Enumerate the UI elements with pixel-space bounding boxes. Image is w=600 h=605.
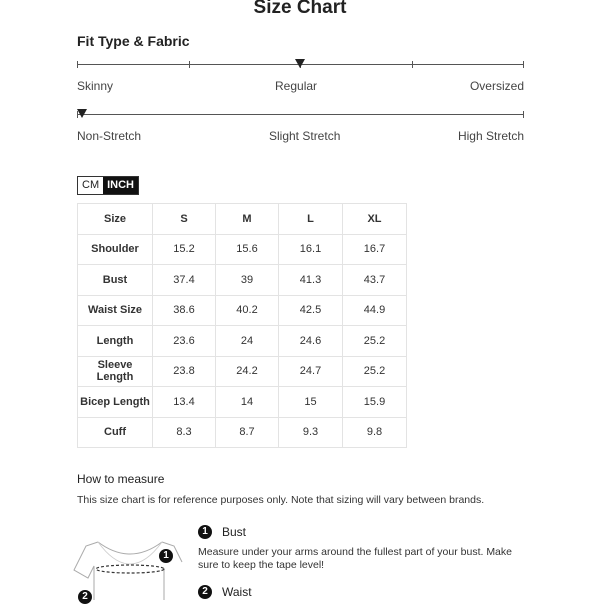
table-cell: 9.3 [279, 417, 343, 448]
table-cell: 8.7 [216, 417, 279, 448]
table-cell: 25.2 [343, 356, 407, 387]
row-label: Sleeve Length [78, 356, 153, 387]
table-cell: 43.7 [343, 265, 407, 296]
table-cell: 23.6 [153, 326, 216, 357]
step-label-bust: Bust [222, 525, 247, 539]
step-description-line: Measure under your arms around the fullest part of your bust. Make [198, 546, 512, 558]
step-description-bust [198, 546, 518, 572]
table-row [78, 295, 407, 326]
table-cell: 42.5 [279, 295, 343, 326]
table-cell: 25.2 [343, 326, 407, 357]
header-m: M [216, 204, 279, 235]
table-cell: 16.1 [279, 234, 343, 265]
stretch-option-high: High Stretch [457, 129, 524, 143]
table-cell: 40.2 [216, 295, 279, 326]
step-number-1: 1 [198, 525, 212, 539]
table-cell: 24.2 [216, 356, 279, 387]
table-cell: 41.3 [279, 265, 343, 296]
table-cell: 15.6 [216, 234, 279, 265]
stretch-scale [77, 111, 524, 119]
table-cell: 24 [216, 326, 279, 357]
table-cell: 24.7 [279, 356, 343, 387]
table-cell: 38.6 [153, 295, 216, 326]
reference-note: This size chart is for reference purposes only. Note that sizing will vary between brands. [77, 494, 485, 506]
table-cell: 23.8 [153, 356, 216, 387]
table-row [78, 326, 407, 357]
table-cell: 15.9 [343, 387, 407, 418]
row-label: Cuff [78, 417, 153, 448]
table-row [78, 265, 407, 296]
illustration-marker-1: 1 [159, 549, 173, 563]
header-l: L [279, 204, 343, 235]
fit-section-title: Fit Type & Fabric [77, 33, 190, 49]
table-cell: 13.4 [153, 387, 216, 418]
row-label: Waist Size [78, 295, 153, 326]
table-cell: 16.7 [343, 234, 407, 265]
unit-cm-option[interactable]: CM [82, 179, 100, 191]
header-s: S [153, 204, 216, 235]
stretch-option-non: Non-Stretch [77, 129, 142, 143]
table-cell: 39 [216, 265, 279, 296]
header-xl: XL [343, 204, 407, 235]
stretch-option-slight: Slight Stretch [269, 129, 341, 143]
table-cell: 44.9 [343, 295, 407, 326]
table-cell: 24.6 [279, 326, 343, 357]
size-table [77, 203, 407, 448]
illustration-marker-2: 2 [78, 590, 92, 604]
table-cell: 8.3 [153, 417, 216, 448]
table-row [78, 417, 407, 448]
step-description-line: sure to keep the tape level! [198, 559, 325, 571]
table-cell: 15.2 [153, 234, 216, 265]
table-row [78, 356, 407, 387]
step-label-waist: Waist [222, 585, 252, 599]
triangle-marker-icon [295, 59, 305, 68]
row-label: Length [78, 326, 153, 357]
fit-option-regular: Regular [275, 79, 318, 93]
table-header-row [78, 204, 407, 235]
shirt-outline-icon [70, 528, 190, 600]
fit-option-oversized: Oversized [469, 79, 524, 93]
header-size: Size [78, 204, 153, 235]
unit-inch-option[interactable]: INCH [103, 177, 138, 194]
table-cell: 14 [216, 387, 279, 418]
table-cell: 37.4 [153, 265, 216, 296]
how-to-measure-title: How to measure [77, 472, 165, 486]
fit-type-scale [77, 61, 524, 69]
page-title: Size Chart [253, 0, 347, 18]
table-row [78, 387, 407, 418]
fit-option-skinny: Skinny [77, 79, 114, 93]
unit-toggle[interactable] [77, 176, 139, 195]
row-label: Bust [78, 265, 153, 296]
triangle-marker-icon [77, 109, 87, 118]
row-label: Shoulder [78, 234, 153, 265]
table-row [78, 234, 407, 265]
table-cell: 15 [279, 387, 343, 418]
table-cell: 9.8 [343, 417, 407, 448]
row-label: Bicep Length [78, 387, 153, 418]
step-number-2: 2 [198, 585, 212, 599]
